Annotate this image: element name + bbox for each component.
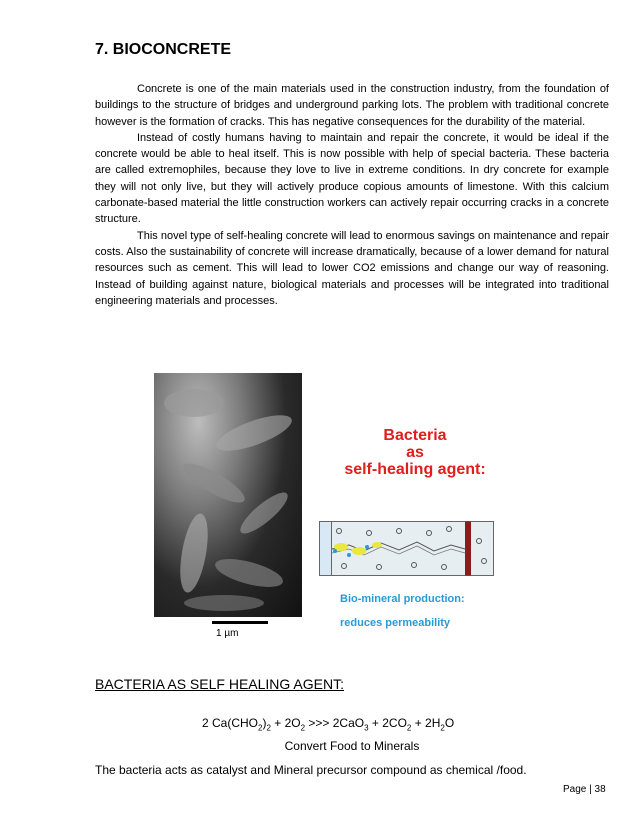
crack-healing-diagram [319,521,494,576]
chemical-equation [202,716,454,732]
figure-title [340,427,490,478]
figure-title-line-1: Bacteria [383,427,447,444]
eq-sub: 2 [440,723,445,733]
figure-caption-1: Bio-mineral production: [340,593,465,605]
eq-part: >>> 2CaO [305,716,365,730]
subheading: BACTERIA AS SELF HEALING AGENT: [95,676,344,692]
paragraph-1: Concrete is one of the main materials used in the construction industry, from the foundation of buildings to the structure of bridges and underground parking lots. The problem with traditional concrete however is the formation of cracks. This has negative consequences for the durability of the material. [95,83,609,128]
paragraph-2: Instead of costly humans having to maintain and repair the concrete, it would be ideal if the concrete would be able to heal itself. This is now possible with help of special bacteria. These bacteria are called extremophiles, because they love to live in extreme conditions. In dry concrete for example they will not only live, but they will actively produce copious amounts of limestone. With this calcium carbonate-based material the little construction workers can actively repair occurring cracks in a concrete structure. [95,131,609,226]
bacteria-figure [150,370,500,645]
convert-line: Convert Food to Minerals [284,739,420,753]
eq-sub: 3 [364,723,369,733]
scale-bar [212,621,268,624]
page-number: Page | 38 [563,784,606,795]
eq-part: ) [262,716,267,730]
eq-part: O [444,716,455,730]
figure-title-line-3: self-healing agent: [344,461,486,478]
eq-part: + 2O [270,716,301,730]
eq-sub: 2 [266,723,271,733]
eq-part: 2 Ca(CHO [202,716,259,730]
sem-micrograph-image [154,373,302,617]
scale-label: 1 µm [216,628,239,639]
figure-title-line-2: as [406,444,424,461]
figure-caption-2: reduces permeability [340,617,451,629]
eq-sub: 2 [300,723,306,733]
section-title: 7. BIOCONCRETE [95,41,232,58]
eq-part: + 2CO [368,716,407,730]
bacteria-description: The bacteria acts as catalyst and Mineral precursor compound as chemical /food. [95,763,527,777]
paragraph-3: This novel type of self-healing concrete will lead to enormous savings on maintenance and repair costs. Also the sustainability of concrete will increase dramatically, because of a lower demand for natural resources such as cement. This will lead to lower CO2 emissions and change our way of reasoning. Instead of building against nature, biological materials and processes will be integrated into traditional engineering materials and processes. [95,229,609,307]
eq-part: + 2H [411,716,441,730]
body-text [95,81,609,309]
eq-sub: 2 [258,723,263,733]
eq-sub: 2 [406,723,412,733]
